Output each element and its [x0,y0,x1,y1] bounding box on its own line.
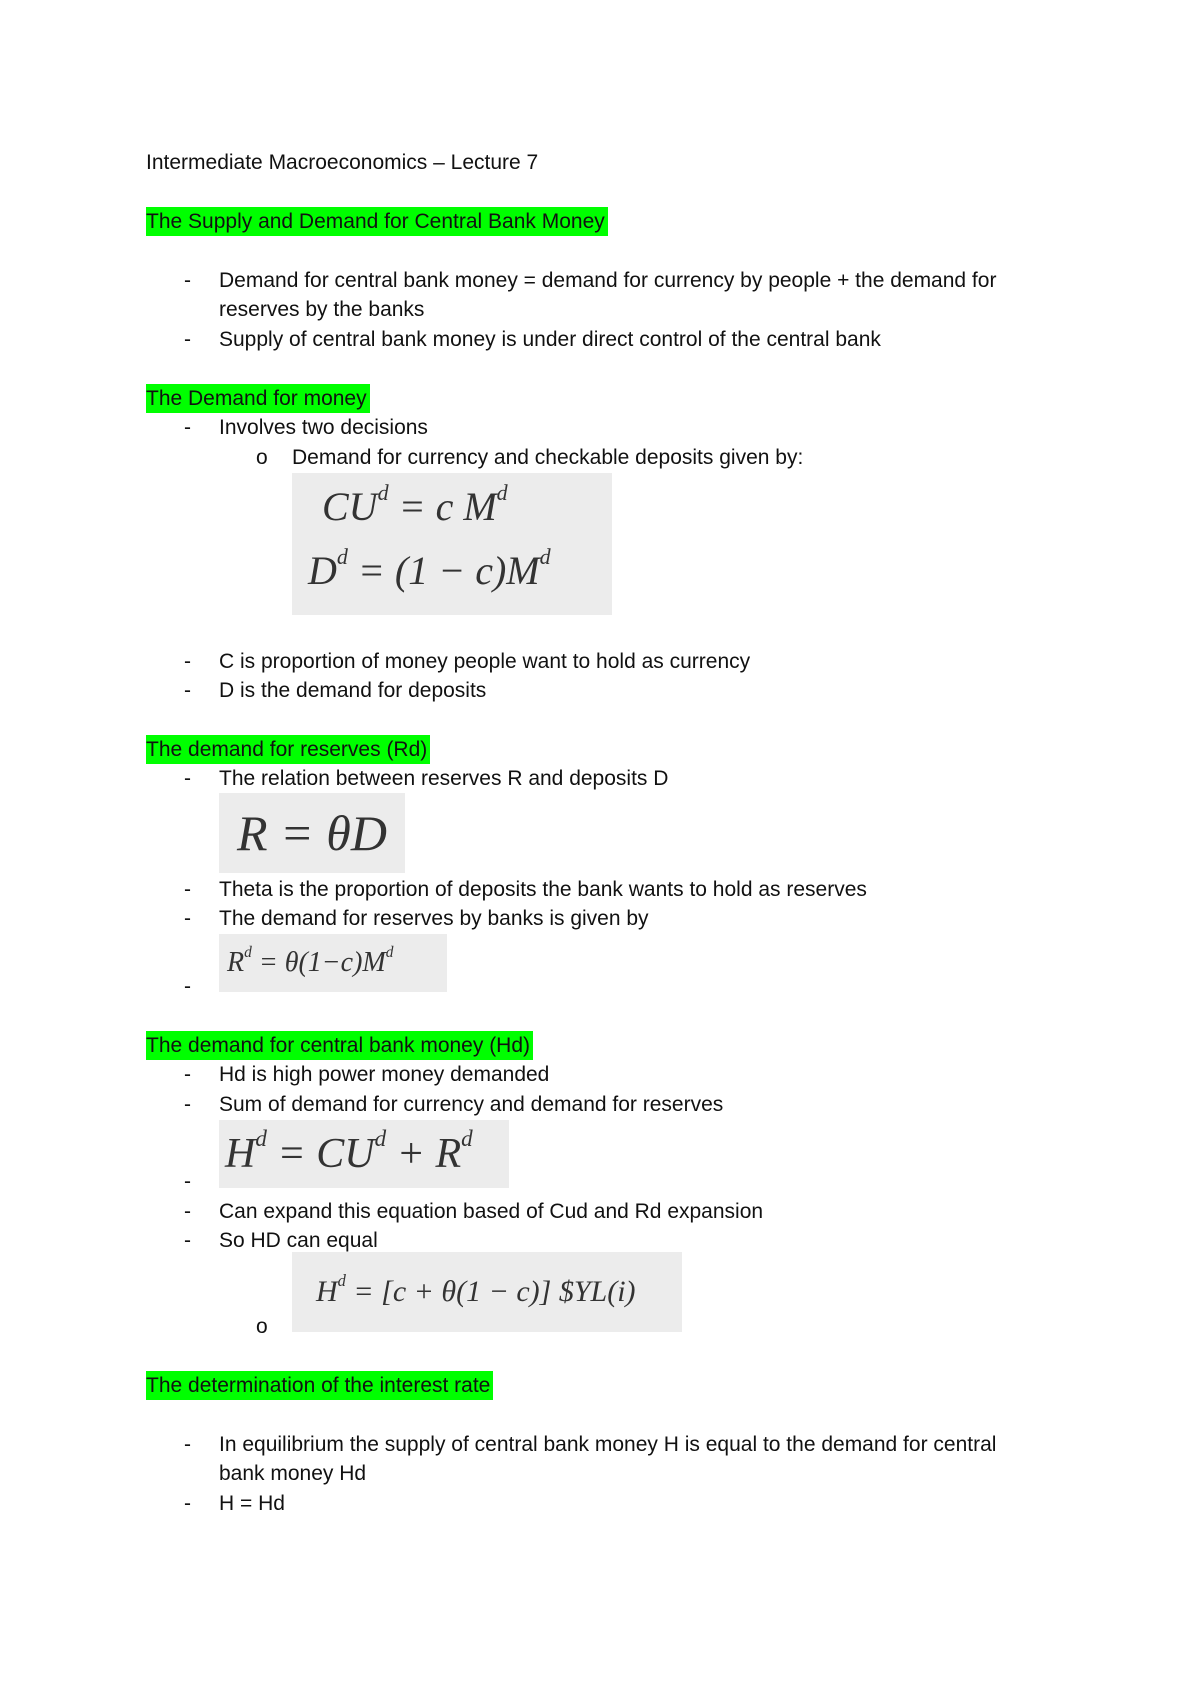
bullet-text: Sum of demand for currency and demand for reserves [219,1093,724,1116]
bullet-text-continued: reserves by the banks [219,298,425,321]
bullet-text: The demand for reserves by banks is given by [219,907,649,930]
bullet-dash: - [184,878,191,901]
equation-hd-expanded: $H^d = [c + \theta(1 - c)]$ $YL(i) [292,1252,682,1332]
bullet-text: Supply of central bank money is under direct control of the central bank [219,328,881,351]
bullet-dash: - [184,650,191,673]
page-title: Intermediate Macroeconomics – Lecture 7 [146,151,539,174]
section-heading-supply-demand: The Supply and Demand for Central Bank Money [146,207,608,236]
equation-currency-deposits: $CU^d = c$ $M^d$ $D^d = (1 - c)M^d$ [292,473,612,615]
bullet-text: In equilibrium the supply of central bank money H is equal to the demand for central [219,1433,997,1456]
equation-reserves-theta: R = θD [219,793,405,873]
sub-bullet-text: Demand for currency and checkable deposits given by: [292,446,804,469]
bullet-text: Can expand this equation based of Cud and Rd expansion [219,1200,764,1223]
bullet-dash: - [184,1063,191,1086]
bullet-text-continued: bank money Hd [219,1462,367,1485]
bullet-text: Involves two decisions [219,416,428,439]
bullet-text: So HD can equal [219,1229,378,1252]
bullet-dash: - [184,907,191,930]
equation-high-power-money: $H^d = CU^d + R^d$ [219,1120,509,1188]
bullet-text: The relation between reserves R and deposits D [219,767,669,790]
bullet-dash: - [184,416,191,439]
bullet-dash: - [184,269,191,292]
bullet-text: Theta is the proportion of deposits the bank wants to hold as reserves [219,878,867,901]
section-heading-central-bank-money: The demand for central bank money (Hd) [146,1031,533,1060]
bullet-dash: - [184,328,191,351]
section-heading-demand-money: The Demand for money [146,384,370,413]
bullet-text: H = Hd [219,1492,285,1515]
bullet-text: C is proportion of money people want to hold as currency [219,650,751,673]
bullet-dash: - [184,679,191,702]
bullet-dash: - [184,1200,191,1223]
bullet-dash: - [184,1229,191,1252]
equation-reserves-demand: $R^d = \theta(1-c)M^d$ [219,934,447,992]
bullet-dash: - [184,1433,191,1456]
section-heading-interest-rate: The determination of the interest rate [146,1371,493,1400]
bullet-text: Demand for central bank money = demand for currency by people + the demand for [219,269,997,292]
section-heading-demand-reserves: The demand for reserves (Rd) [146,735,430,764]
sub-bullet-circle: o [256,446,268,469]
bullet-dash: - [184,1492,191,1515]
bullet-dash-empty: - [184,975,191,998]
bullet-text: D is the demand for deposits [219,679,487,702]
sub-bullet-circle-empty: o [256,1315,268,1338]
bullet-dash-empty: - [184,1170,191,1193]
bullet-dash: - [184,1093,191,1116]
bullet-dash: - [184,767,191,790]
bullet-text: Hd is high power money demanded [219,1063,550,1086]
